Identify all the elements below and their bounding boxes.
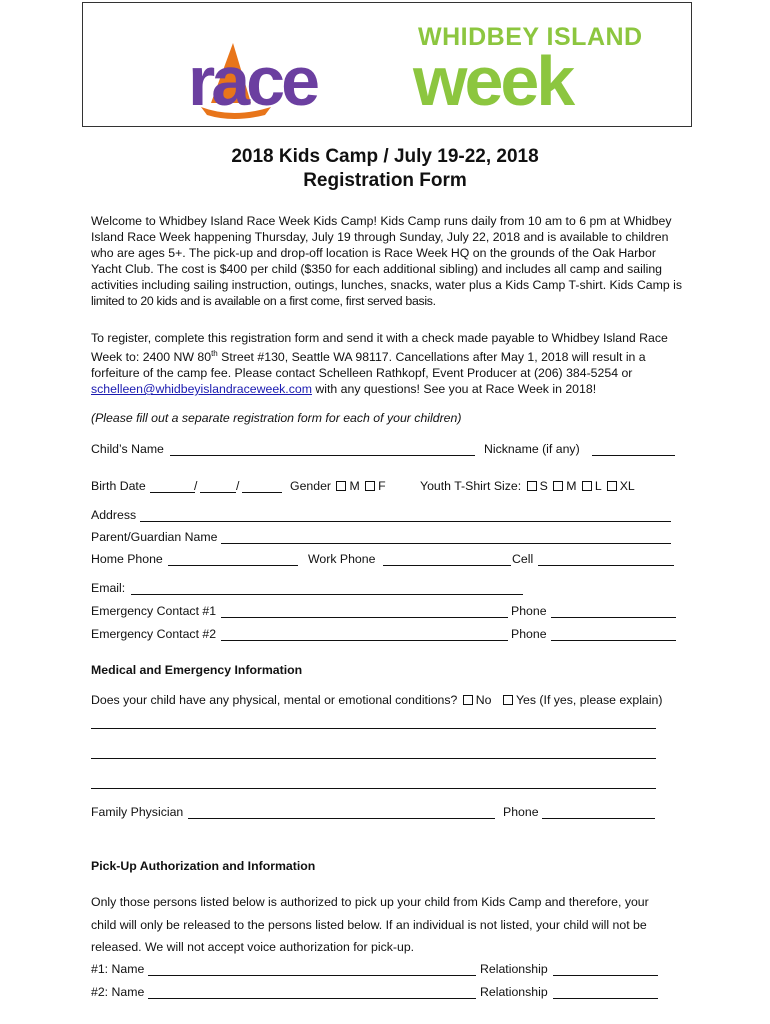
logo-box xyxy=(82,2,692,127)
address-text-rest: Street #130, Seattle WA 98117. Cancellations after May 1, 2018 will result in a xyxy=(217,350,646,365)
intro-paragraph xyxy=(91,213,691,309)
medical-question-row xyxy=(91,693,662,707)
intro-line: Yacht Club. The cost is $400 per child ($350 for each additional sibling) and includes all camp and sailing xyxy=(91,262,663,276)
physician-phone-label: Phone xyxy=(503,805,539,819)
register-paragraph xyxy=(91,330,691,397)
birth-month-field[interactable] xyxy=(150,492,195,493)
guardian-label: Parent/Guardian Name xyxy=(91,530,218,544)
gender-label: Gender xyxy=(290,479,332,493)
gender-f-checkbox[interactable] xyxy=(365,481,375,491)
size-xl-label: XL xyxy=(619,479,635,493)
page-title: 2018 Kids Camp / July 19-22, 2018 xyxy=(231,146,539,167)
pickup-heading: Pick-Up Authorization and Information xyxy=(91,859,316,873)
pickup-relationship1-field[interactable] xyxy=(553,975,658,976)
birth-year-field[interactable] xyxy=(242,492,282,493)
birth-date-label: Birth Date xyxy=(91,479,146,493)
physician-label: Family Physician xyxy=(91,805,184,819)
home-phone-label: Home Phone xyxy=(91,552,163,566)
address-field[interactable] xyxy=(140,521,671,522)
page-subtitle: Registration Form xyxy=(303,170,467,191)
home-phone-field[interactable] xyxy=(168,565,298,566)
logo-word-race: race xyxy=(188,42,317,120)
condition-no-checkbox[interactable] xyxy=(463,695,473,705)
explain-line-1[interactable] xyxy=(91,728,656,729)
ordinal-suffix: th xyxy=(211,349,218,358)
size-s-label: S xyxy=(539,479,548,493)
cell-label: Cell xyxy=(512,552,534,566)
pickup-name1-field[interactable] xyxy=(148,975,476,976)
cell-field[interactable] xyxy=(538,565,674,566)
intro-line: limited to 20 kids and is available on a first come, first served basis. xyxy=(91,294,436,308)
gender-group xyxy=(290,479,386,493)
medical-question: Does your child have any physical, mental or emotional conditions? xyxy=(91,693,458,707)
register-line: forfeiture of the camp fee. Please contact Schelleen Rathkopf, Event Producer at (206) 384-5254 or xyxy=(91,366,633,381)
tshirt-label: Youth T-Shirt Size: xyxy=(420,479,522,493)
size-l-label: L xyxy=(594,479,602,493)
pickup-text-line: child will only be released to the persons listed below. If an individual is not listed, your child will not be xyxy=(91,918,647,932)
register-line xyxy=(91,381,691,397)
condition-no-label: No xyxy=(475,693,492,707)
emergency2-phone-label: Phone xyxy=(511,627,547,641)
pickup-name2-field[interactable] xyxy=(148,998,476,999)
pickup-name1-label: #1: Name xyxy=(91,962,145,976)
nickname-field[interactable] xyxy=(592,455,675,456)
explain-line-3[interactable] xyxy=(91,788,656,789)
intro-line: who are ages 5+. The pick-up and drop-off location is Race Week HQ on the grounds of the Oak Harbor xyxy=(91,246,656,260)
emergency1-label: Emergency Contact #1 xyxy=(91,604,217,618)
pickup-relationship2-label: Relationship xyxy=(480,985,548,999)
intro-line: Island Race Week happening Thursday, July 19 through Sunday, July 22, 2018 and is available to children xyxy=(91,230,669,244)
register-line: To register, complete this registration form and send it with a check made payable to Whidbey Island Race xyxy=(91,331,668,345)
medical-heading: Medical and Emergency Information xyxy=(91,663,303,677)
pickup-name2-label: #2: Name xyxy=(91,985,145,999)
date-slash: / xyxy=(194,479,198,493)
physician-field[interactable] xyxy=(188,818,495,819)
address-label: Address xyxy=(91,508,137,522)
birth-day-field[interactable] xyxy=(200,492,236,493)
size-m-checkbox[interactable] xyxy=(553,481,563,491)
emergency1-field[interactable] xyxy=(221,617,508,618)
gender-m-label: M xyxy=(349,479,360,493)
size-m-label: M xyxy=(566,479,577,493)
size-s-checkbox[interactable] xyxy=(527,481,537,491)
date-slash: / xyxy=(236,479,240,493)
emergency2-field[interactable] xyxy=(221,640,508,641)
physician-phone-field[interactable] xyxy=(542,818,655,819)
emergency2-label: Emergency Contact #2 xyxy=(91,627,217,641)
register-line-end: with any questions! See you at Race Week in 2018! xyxy=(311,382,597,397)
pickup-text-line: released. We will not accept voice authorization for pick-up. xyxy=(91,940,415,954)
size-xl-checkbox[interactable] xyxy=(607,481,617,491)
email-link[interactable]: schelleen@whidbeyislandraceweek.com xyxy=(91,382,312,397)
tshirt-group xyxy=(420,479,635,493)
explain-line-2[interactable] xyxy=(91,758,656,759)
address-text: Week to: 2400 NW 80 xyxy=(91,350,212,365)
size-l-checkbox[interactable] xyxy=(582,481,592,491)
instruction-note: (Please fill out a separate registration form for each of your children) xyxy=(91,411,462,425)
email-field[interactable] xyxy=(131,594,523,595)
gender-f-label: F xyxy=(378,479,386,493)
emergency1-phone-label: Phone xyxy=(511,604,547,618)
work-phone-label: Work Phone xyxy=(308,552,376,566)
guardian-field[interactable] xyxy=(221,543,671,544)
nickname-label: Nickname (if any) xyxy=(484,442,580,456)
emergency2-phone-field[interactable] xyxy=(551,640,676,641)
register-line xyxy=(91,346,691,365)
intro-line: activities including sailing instruction, outings, lunches, snacks, water plus a Kids Camp T-shirt. Kids Camp is xyxy=(91,278,682,292)
pickup-relationship2-field[interactable] xyxy=(553,998,658,999)
pickup-text-line: Only those persons listed below is authorized to pick up your child from Kids Camp and therefore, your xyxy=(91,895,649,909)
logo-top-text: WHIDBEY ISLAND xyxy=(418,23,643,51)
intro-line: Welcome to Whidbey Island Race Week Kids Camp! Kids Camp runs daily from 10 am to 6 pm at Whidbey xyxy=(91,214,672,228)
emergency1-phone-field[interactable] xyxy=(551,617,676,618)
child-name-field[interactable] xyxy=(170,455,475,456)
work-phone-field[interactable] xyxy=(383,565,511,566)
pickup-relationship1-label: Relationship xyxy=(480,962,548,976)
email-label: Email: xyxy=(91,581,126,595)
gender-m-checkbox[interactable] xyxy=(336,481,346,491)
condition-yes-label: Yes (If yes, please explain) xyxy=(515,693,663,707)
logo-word-week: week xyxy=(413,42,573,120)
child-name-label: Child’s Name xyxy=(91,442,164,456)
race-week-logo xyxy=(83,3,691,125)
condition-yes-checkbox[interactable] xyxy=(503,695,513,705)
